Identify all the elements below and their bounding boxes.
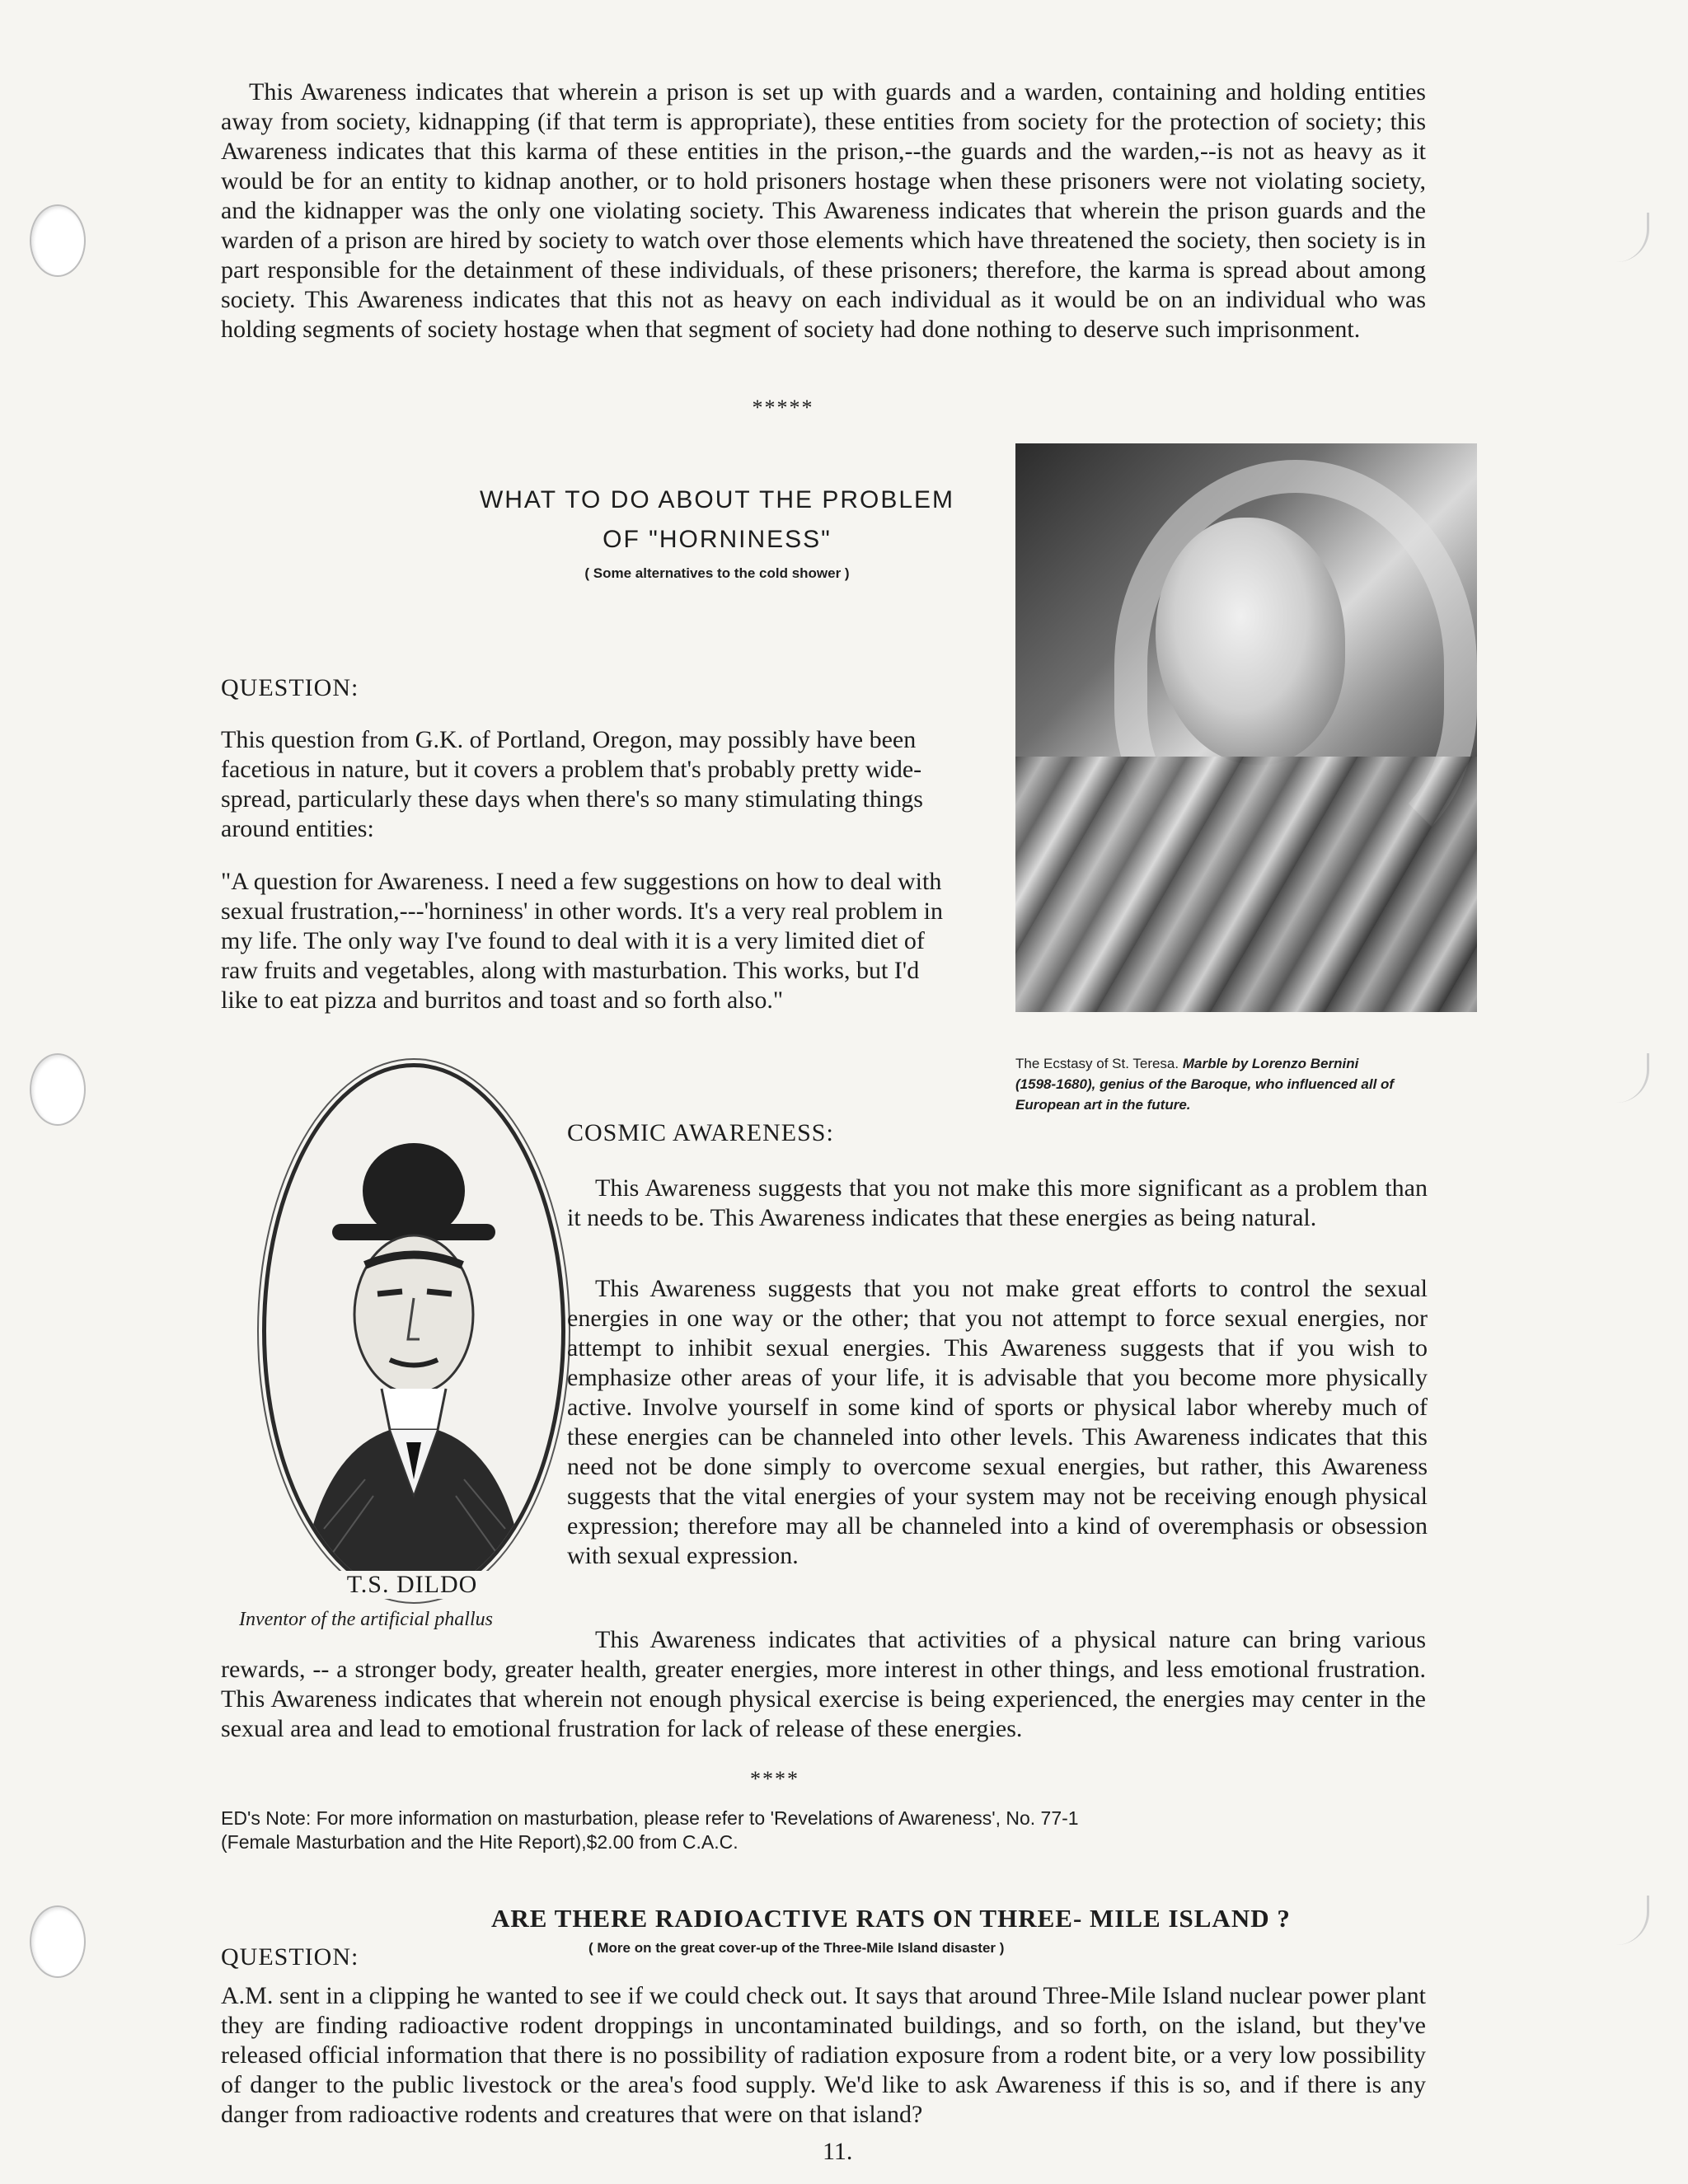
question-quote: "A question for Awareness. I need a few suggestions on how to deal with sexual frustration,---'horniness' in other words. It's a very real problem in my life. The only way I've found to deal with it is a very limited diet of raw fruits and vegetables, along with masturbation. This works, but I'd like to eat pizza and burritos and toast and so forth also." [221,868,943,1014]
section-divider-stars: ***** [752,396,814,419]
punch-hole-bottom [30,1905,86,1978]
section-heading-line1: WHAT TO DO ABOUT THE PROBLEM [479,486,955,513]
ecstasy-of-st-teresa-photo [1015,443,1477,1012]
question-label: QUESTION: [221,674,359,701]
eds-note: ED's Note: For more information on masturbation, please refer to 'Revelations of Awareness', No. 77-1 (Female Masturbation and the Hite Report),$2.00 from C.A.C. [221,1807,1079,1853]
edge-mark-right-middle [1614,1053,1649,1103]
question-label-2: QUESTION: [221,1943,359,1971]
section-divider-stars-2: **** [750,1767,799,1791]
punch-hole-middle [30,1053,86,1126]
portrait-oval [262,1063,565,1599]
page-number: 11. [823,2138,853,2165]
radioactive-rats-question: A.M. sent in a clipping he wanted to see if we could check out. It says that around Three-Mile Island nuclear power plant they are finding radioactive rodent droppings in uncontaminated buildings, and so forth, on the island, but they've released official information that there is no possibility of radiation exposure from a rodent bite, or a very low possibility of danger to the public livestock or the area's food supply. We'd like to ask Awareness if this is so, and if there is any danger from radioactive rodents and creatures that were on that island? [221,1982,1426,2128]
edge-mark-right-bottom [1614,1896,1649,1945]
question-intro: This question from G.K. of Portland, Oregon, may possibly have been facetious in nature, but it covers a problem that's probably pretty wide-spread, particularly these days when there's so many stimulating things around entities: [221,726,923,842]
punch-hole-top [30,204,86,277]
portrait-name: T.S. DILDO [313,1571,511,1599]
photo-caption-title: The Ecstasy of St. Teresa. [1015,1056,1183,1071]
section-heading-line2: OF "HORNINESS" [603,526,832,553]
cosmic-awareness-label: COSMIC AWARENESS: [567,1119,834,1146]
photo-drapery-shape [1015,757,1477,1012]
man-in-bowler-hat-illustration [266,1067,561,1595]
radioactive-rats-subheading: ( More on the great cover-up of the Three-Mile Island disaster ) [588,1940,1005,1956]
radioactive-rats-heading: ARE THERE RADIOACTIVE RATS ON THREE- MILE ISLAND ? [491,1904,1291,1933]
edge-mark-right-top [1614,213,1649,262]
photo-caption [1015,1053,1395,1115]
prison-paragraph: This Awareness indicates that wherein a prison is set up with guards and a warden, containing and holding entities away from society, kidnapping (if that term is appropriate), these entities from society for the protection of society; this Awareness indicates that this karma of these entities in the prison,--the guards and the warden,--is not as heavy as it would be for an entity to kidnap another, or to hold prisoners hostage when these prisoners were not violating society, and the kidnapper was the only one violating society. This Awareness indicates that wherein the prison guards and the warden of a prison are hired by society to watch over those elements which have threatened the society, then society is in part responsible for the detainment of these individuals, of these prisoners; therefore, the karma is spread about among society. This Awareness indicates that this not as heavy on each individual as it would be on an individual who was holding segments of society hostage when that segment of society had done nothing to deserve such imprisonment. [221,78,1426,343]
answer-paragraph-2: This Awareness suggests that you not make great efforts to control the sexual energies in one way or the other; that you not attempt to force sexual energies, nor attempt to inhibit sexual energies. This Awareness suggests that if you wish to emphasize other areas of your life, it is advisable that you become more physically active. Involve yourself in some kind of sports or physical labor whereby much of these energies can be channeled into other levels. This Awareness indicates that this need not be done simply to overcome sexual energies, but rather, this Awareness suggests that the vital energies of your system may not be receiving enough physical expression; therefore may all be channeled into a kind of overemphasis or obsession with sexual expression. [567,1275,1428,1569]
answer-paragraph-3: This Awareness indicates that activities of a physical nature can bring various rewards, -- a stronger body, greater health, greater energies, more interest in other things, and less emotional frustration. This Awareness indicates that wherein not enough physical exercise is being experienced, the energies may center in the sexual area and lead to emotional frustration for lack of release of these energies. [221,1626,1426,1742]
answer-paragraph-1: This Awareness suggests that you not make this more significant as a problem than it needs to be. This Awareness indicates that these energies as being natural. [567,1174,1428,1231]
portrait-subtitle: Inventor of the artificial phallus [239,1609,493,1630]
photo-caption-description: Marble by Lorenzo Bernini (1598-1680), genius of the Baroque, who influenced all of European art in the future. [1015,1056,1395,1113]
section-subheading: ( Some alternatives to the cold shower ) [584,565,850,581]
